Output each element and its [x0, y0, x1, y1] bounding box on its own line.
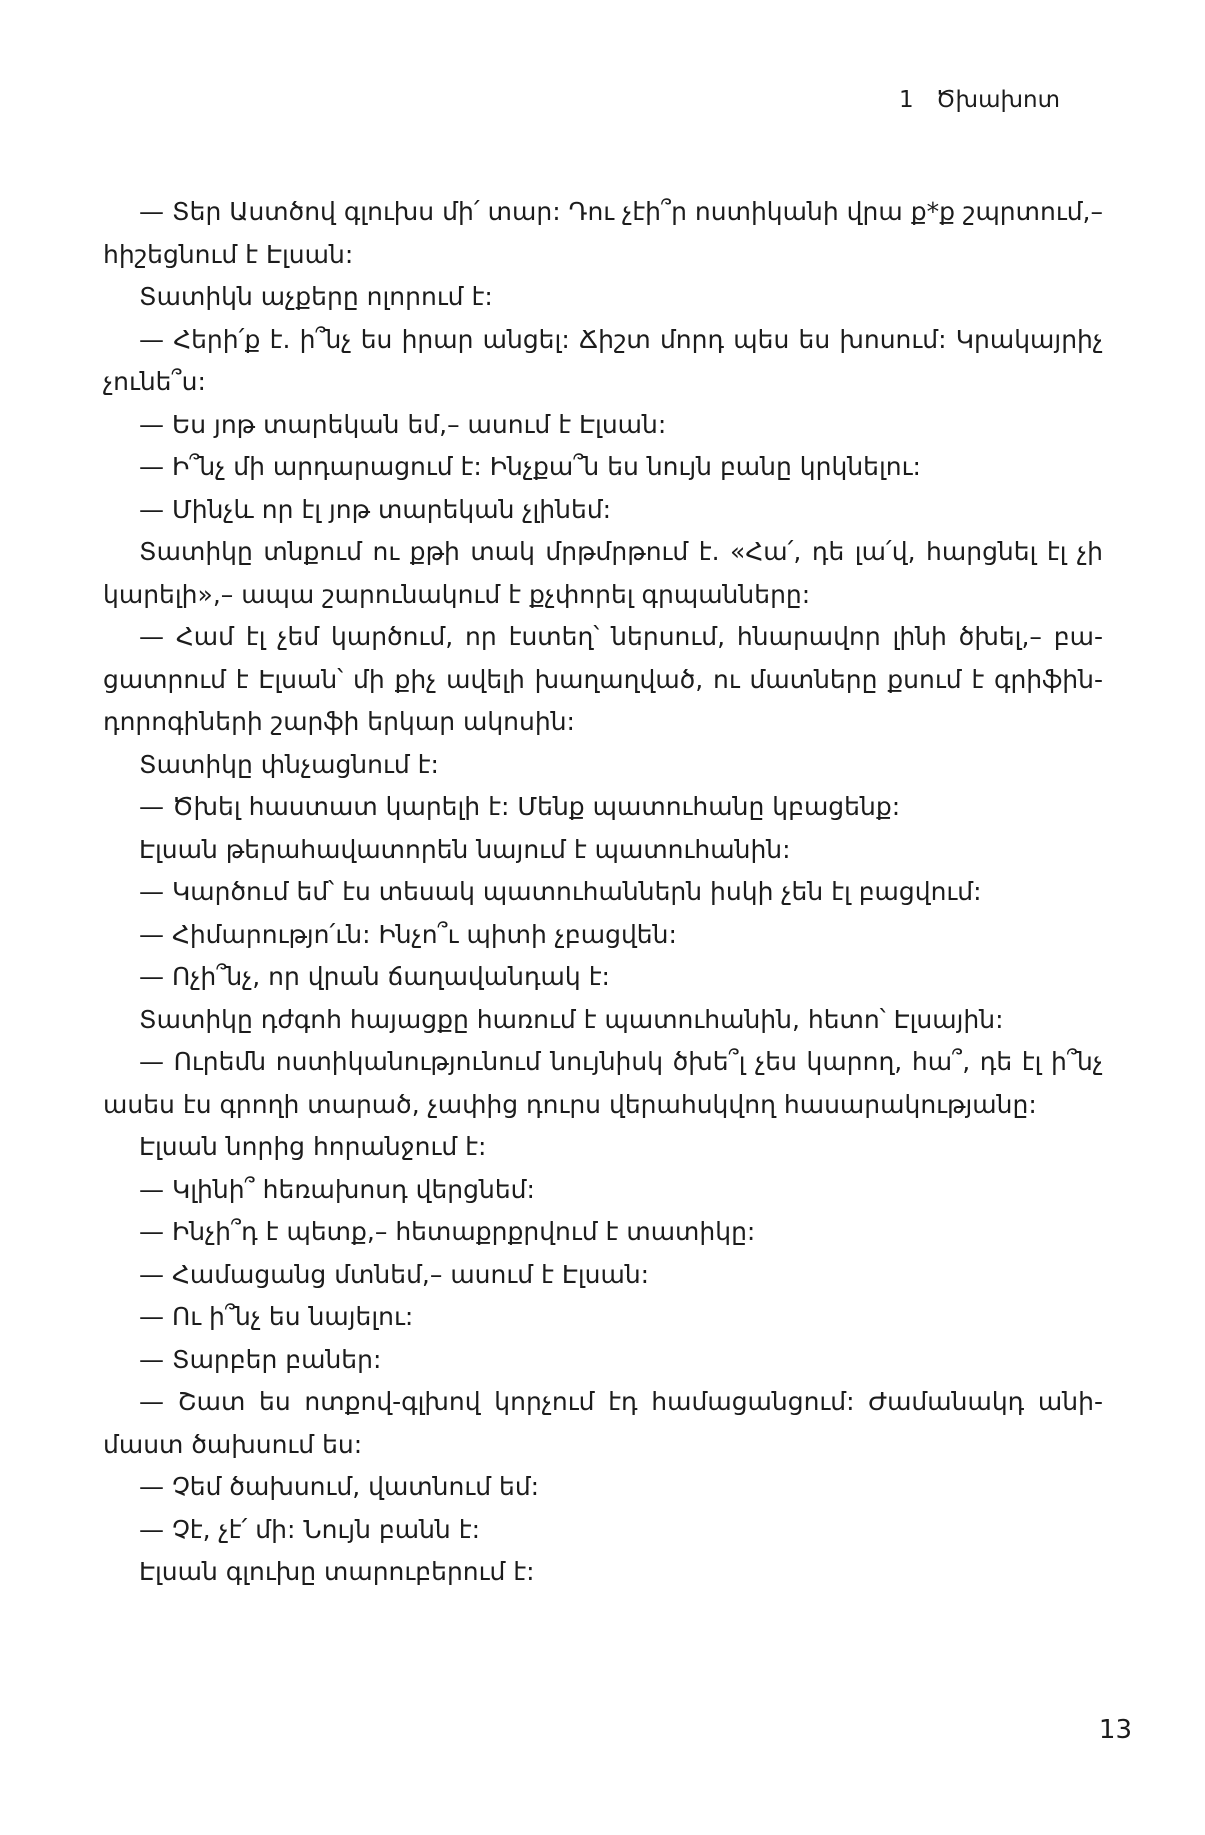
text-line: — Կարծում եմ՝ էս տեսակ պատուհաններն իսկի չեն էլ բացվում:: [139, 877, 982, 906]
text-line: Տատիկը փնչացնում է:: [139, 749, 439, 779]
text-line: Տատիկն աչքերը ոլորում է:: [139, 282, 493, 311]
text-line: Էլսան թերահավատորեն նայում է պատուհանին:: [139, 834, 791, 864]
text-line: — Տարբեր բաներ:: [139, 1344, 382, 1374]
text-line: — Կլինի՞ հեռախոսդ վերցնեմ:: [139, 1174, 535, 1204]
chapter-number: 1: [899, 87, 914, 113]
text-line: — Ու ի՞նչ ես նայելու:: [139, 1302, 414, 1331]
text-line: — Ոչի՞նչ, որ վրան ճաղավանդակ է:: [139, 962, 610, 991]
text-line: Տատիկը տնքում ու քթի տակ մրթմրթում է. «Հա՛, դե լա՛վ, հարցնել էլ չի: [139, 537, 1103, 566]
text-line: Էլսան նորից հորանջում է:: [139, 1132, 487, 1161]
text-line: — Ուրեմն ոստիկանությունում նույնիսկ ծխե՞լ չես կարող, հա՞, դե էլ ի՞նչ: [139, 1047, 1103, 1076]
text-line: դորոգիների շարֆի երկար ակոսին:: [103, 707, 575, 736]
text-line: — Ես յոթ տարեկան եմ,– ասում է Էլսան:: [139, 409, 667, 439]
text-line: մաստ ծախսում ես:: [103, 1429, 363, 1459]
text-line: — Չէ, չէ՛ մի: Նույն բանն է:: [139, 1514, 481, 1544]
text-line: կարելի»,– ապա շարունակում է քչփորել գրպանները:: [103, 579, 811, 609]
text-line: — Տեր Աստծով գլուխս մի՛ տար: Դու չէի՞ր ոստիկանի վրա ք*ք շպրտում,–: [139, 197, 1103, 226]
text-line: ասես էս գրողի տարած, չափից դուրս վերահսկվող հասարակությանը:: [103, 1089, 1037, 1119]
text-line: — Ծխել հաստատ կարելի է: Մենք պատուհանը կբացենք:: [139, 792, 901, 821]
text-line: — Համացանց մտնեմ,– ասում է Էլսան:: [139, 1259, 650, 1289]
chapter-title: Ծխախոտ: [935, 87, 1060, 113]
text-line: — Շատ ես ոտքով-գլխով կորչում էդ համացանցում: Ժամանակդ անի-: [139, 1387, 1103, 1416]
text-line: Էլսան գլուխը տարուբերում է:: [139, 1557, 535, 1586]
body-text: [103, 191, 1103, 1594]
text-line: — Ինչի՞դ է պետք,– հետաքրքրվում է տատիկը:: [139, 1217, 756, 1246]
running-header: [899, 86, 1060, 114]
text-line: Տատիկը դժգոհ հայացքը հառում է պատուհանին, հետո՝ Էլսային:: [139, 1004, 1004, 1034]
text-line: հիշեցնում է Էլսան:: [103, 239, 354, 269]
page-number: 13: [1098, 1715, 1132, 1745]
text-line: ցատրում է Էլսան՝ մի քիչ ավելի խաղաղված, ու մատները քսում է գրիֆին-: [103, 664, 1103, 694]
text-line: — Հիմարությո՛ւն: Ինչո՞ւ պիտի չբացվեն:: [139, 919, 677, 949]
text-line: — Հերի՛ք է. ի՞նչ ես իրար անցել: Ճիշտ մորդ պես ես խոսում: Կրակայրիչ: [139, 324, 1103, 354]
text-line: չունե՞ս:: [103, 367, 206, 396]
text-line: — Չեմ ծախսում, վատնում եմ:: [139, 1472, 540, 1501]
text-line: — Ի՞նչ մի արդարացում է: Ինչքա՞ն ես նույն բանը կրկնելու:: [139, 452, 921, 481]
text-line: — Մինչև որ էլ յոթ տարեկան չլինեմ:: [139, 494, 612, 524]
text-line: — Համ էլ չեմ կարծում, որ էստեղ՝ ներսում, հնարավոր լինի ծխել,– բա-: [139, 622, 1103, 651]
